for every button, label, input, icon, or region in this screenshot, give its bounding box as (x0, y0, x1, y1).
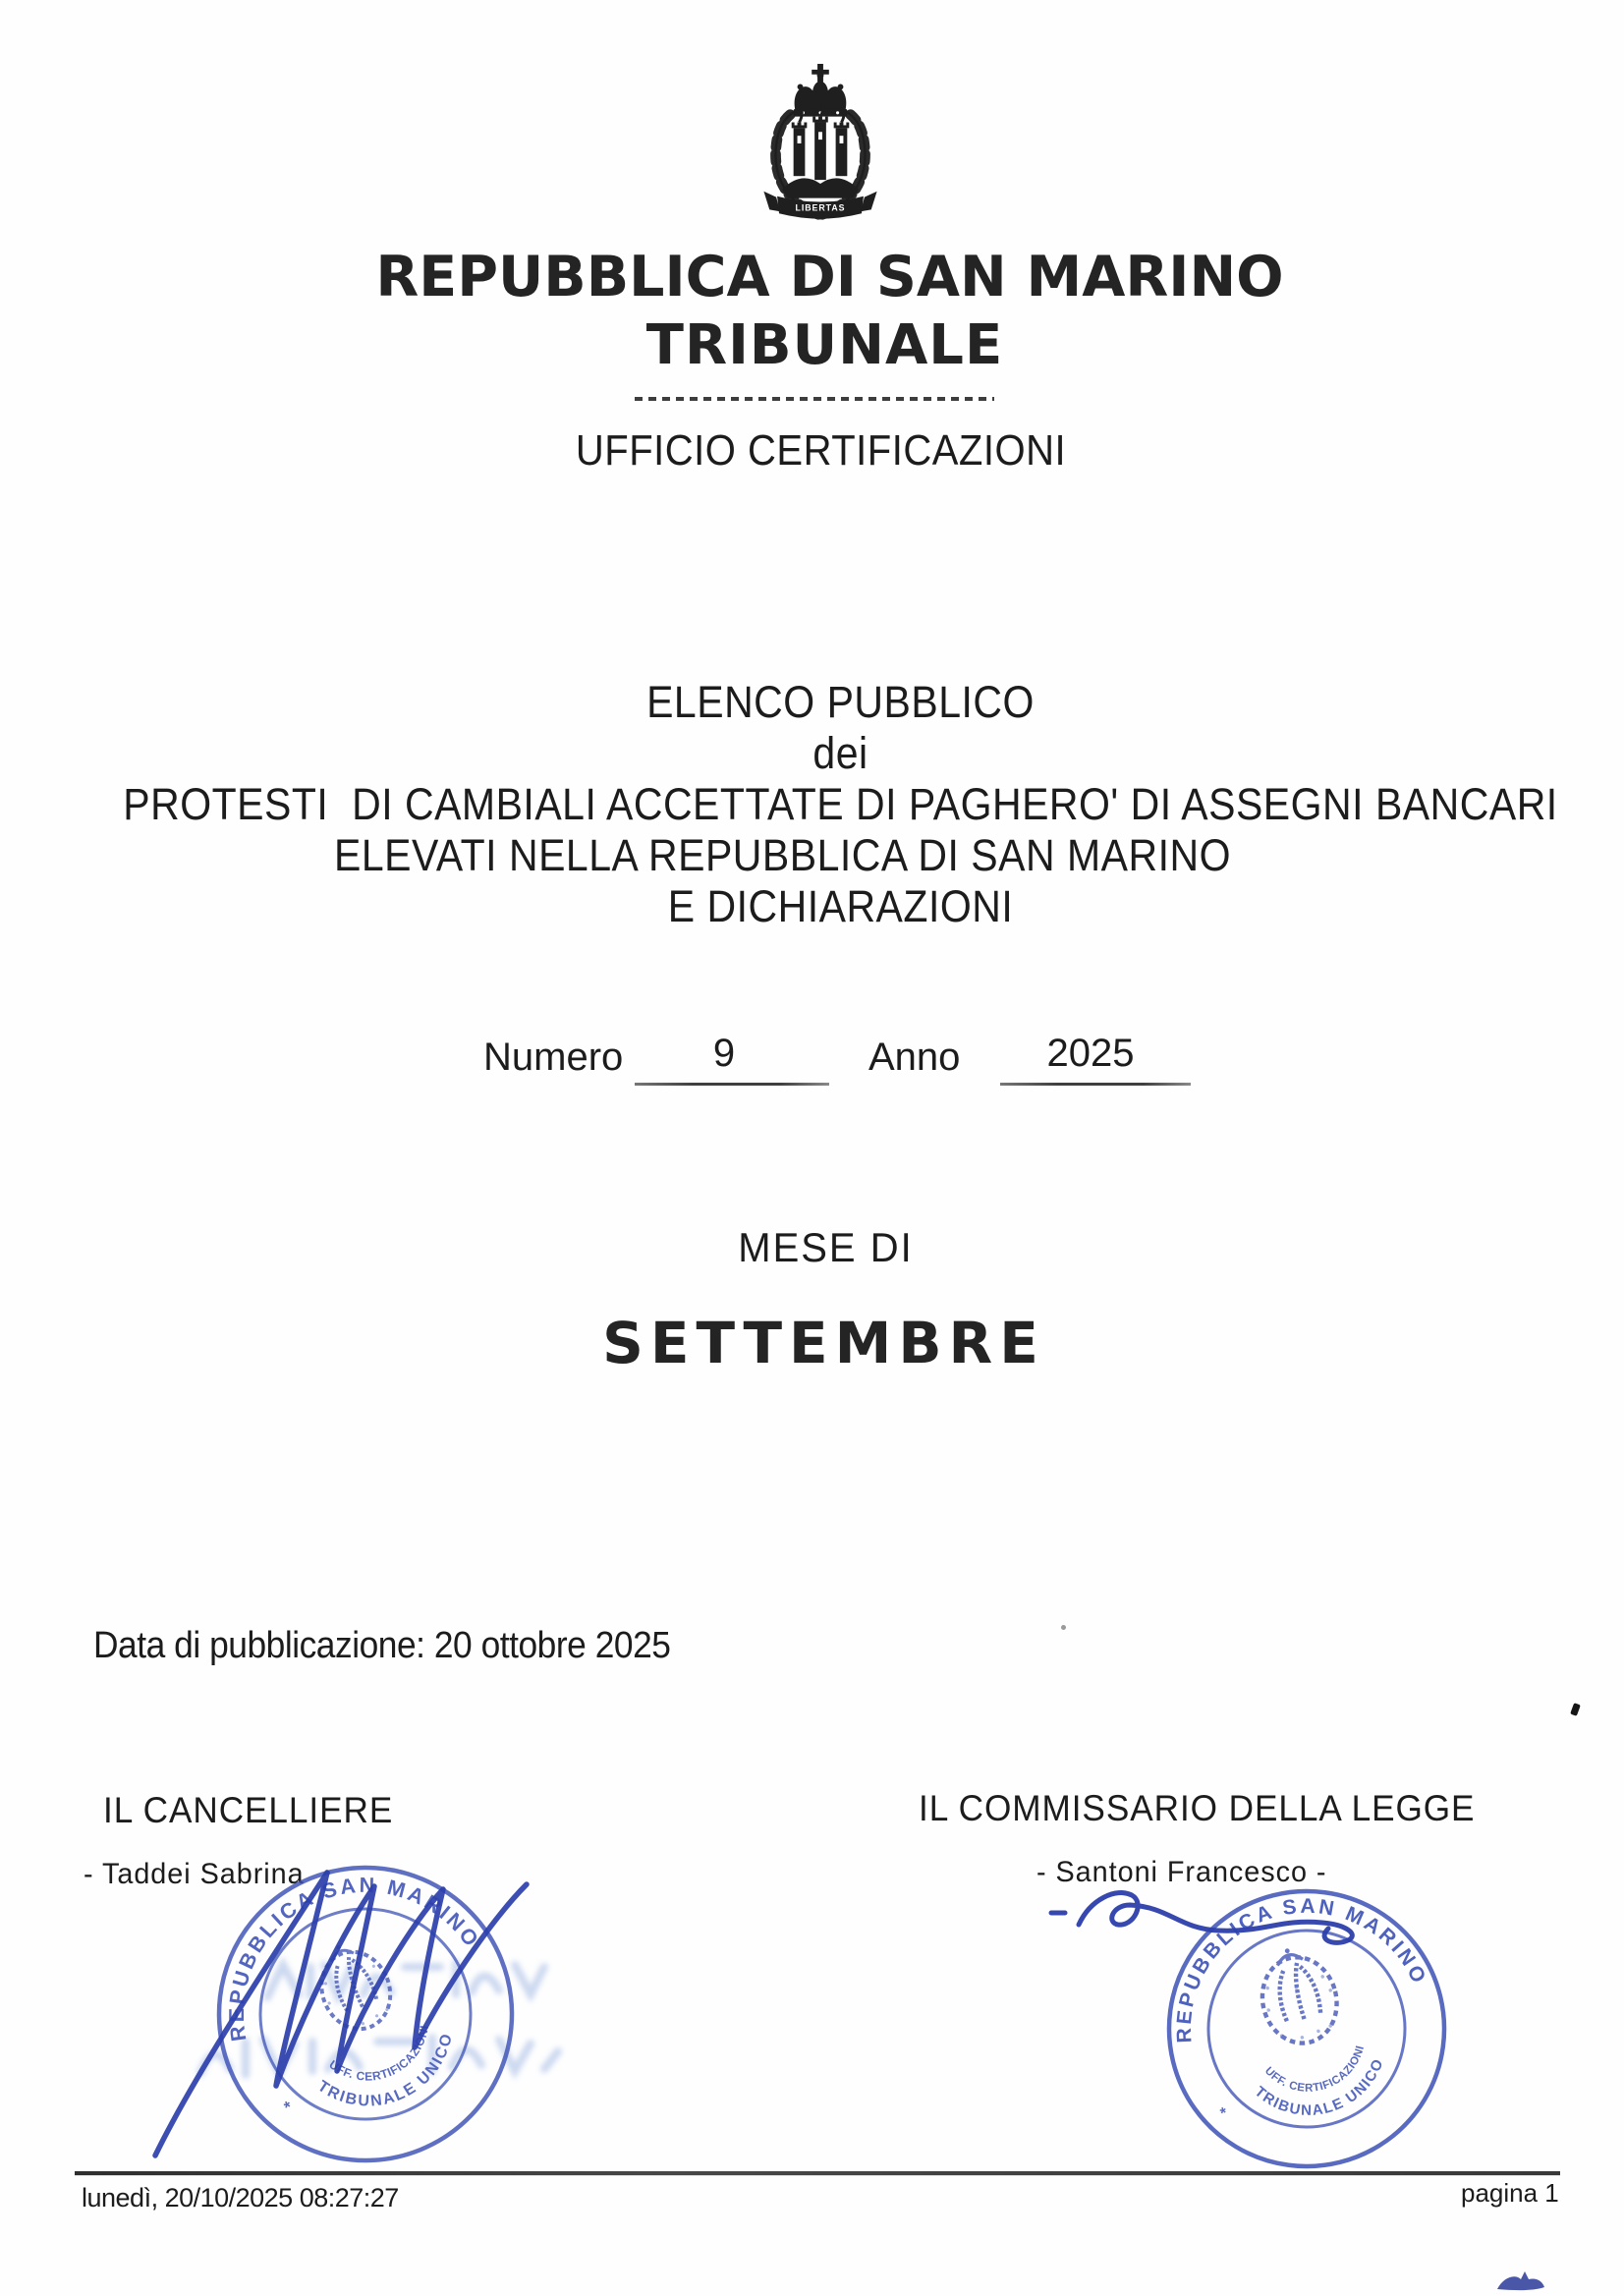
signer-name-left: - Taddei Sabrina (84, 1858, 305, 1890)
stamp-star: * (281, 2097, 295, 2118)
month-label: MESE DI (738, 1225, 914, 1271)
stamp-ring-text: REPUBBLICA SAN MARINO (224, 1873, 485, 2044)
stamp-edge-mark (1491, 2266, 1550, 2293)
list-heading-line-3: PROTESTI DI CAMBIALI ACCETTATE DI PAGHERO' DI ASSEGNI BANCARI (123, 779, 1558, 829)
office-name: UFFICIO CERTIFICAZIONI (575, 427, 1067, 475)
page-title: REPUBBLICA DI SAN MARINO (375, 245, 1284, 309)
round-stamp (1140, 1862, 1473, 2176)
stamp-inner-line2: UFF. CERTIFICAZIONI (326, 2024, 431, 2084)
role-commissario: IL COMMISSARIO DELLA LEGGE (919, 1788, 1476, 1828)
role-cancelliere: IL CANCELLIERE (103, 1790, 394, 1830)
list-heading-line-5: E DICHIARAZIONI (667, 881, 1014, 931)
court-title: TRIBUNALE (645, 313, 1004, 377)
stamp-inner-line2: UFF. CERTIFICAZIONI (1261, 2044, 1368, 2095)
publication-date-line: Data di pubblicazione: 20 ottobre 2025 (93, 1625, 671, 1666)
signer-name-right: - Santoni Francesco - (1036, 1856, 1327, 1888)
scan-artifact-speck (1570, 1703, 1581, 1716)
numero-underline (635, 1083, 829, 1086)
numero-label: Numero (483, 1036, 624, 1079)
dashed-divider (635, 397, 994, 401)
list-heading-line-4: ELEVATI NELLA REPUBBLICA DI SAN MARINO (334, 830, 1231, 880)
list-heading-line-1: ELENCO PUBBLICO (646, 677, 1035, 727)
anno-underline (1000, 1083, 1191, 1086)
list-heading-line-2: dei (812, 728, 868, 778)
stamp-ring-text: REPUBBLICA SAN MARINO (1172, 1894, 1431, 2044)
stamp-star: * (1218, 2104, 1229, 2123)
stamp-crest (1251, 1939, 1345, 2050)
footer-divider (75, 2171, 1560, 2175)
stamp-inner-line1: TRIBUNALE UNICO (1251, 2055, 1387, 2119)
numero-value: 9 (712, 1032, 736, 1075)
emblem-banner-text: LIBERTAS (795, 202, 846, 213)
stamp-inner-line1: TRIBUNALE UNICO (314, 2031, 457, 2110)
anno-label: Anno (868, 1036, 961, 1079)
footer-timestamp: lunedì, 20/10/2025 08:27:27 (82, 2183, 399, 2212)
footer-page-number: pagina 1 (1461, 2178, 1559, 2208)
month-value: SETTEMBRE (602, 1310, 1045, 1376)
anno-value: 2025 (1046, 1032, 1135, 1075)
commissario-stamp (1022, 1862, 1513, 2176)
cancelliere-stamp (128, 1845, 570, 2169)
san-marino-coat-of-arms-icon (756, 63, 884, 224)
scan-artifact-dot (1061, 1625, 1066, 1630)
